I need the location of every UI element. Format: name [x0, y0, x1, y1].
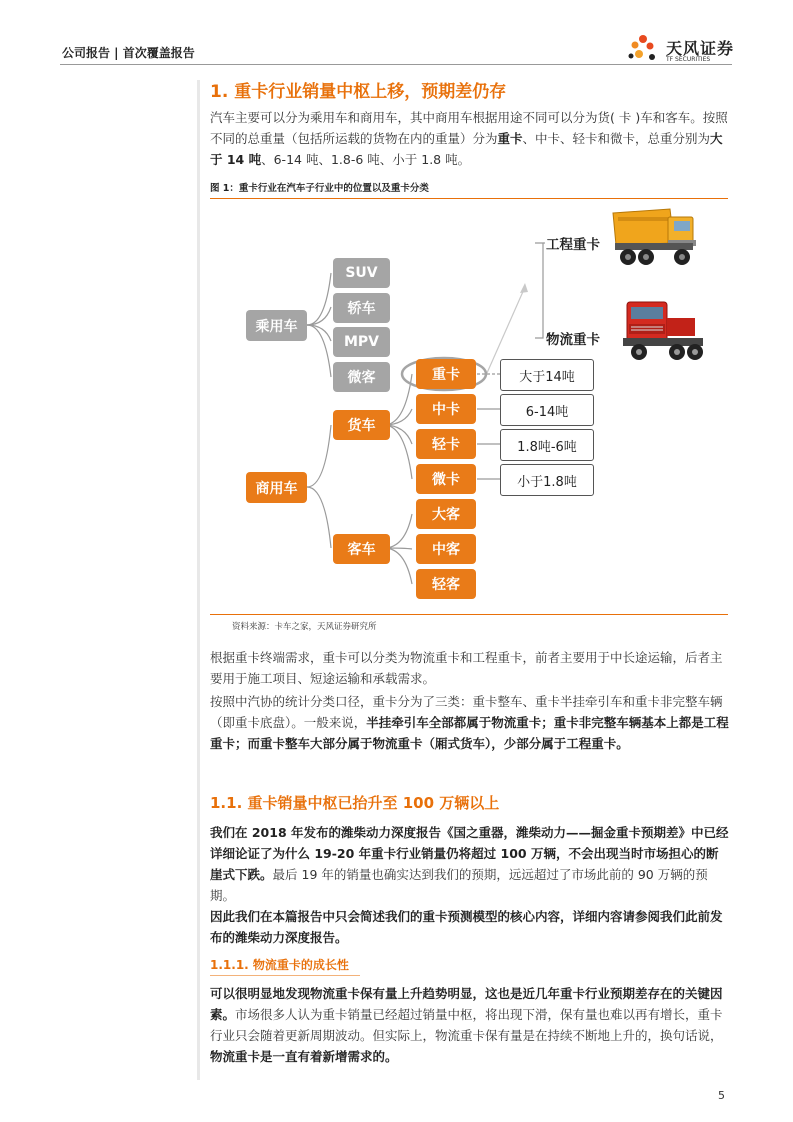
sub-subsection-title: 1.1.1. 物流重卡的成长性: [210, 958, 349, 972]
intro-paragraph: 汽车主要可以分为乘用车和商用车，其中商用车根据用途不同可以分为货( 卡 )车和客车。按照不同的总重量（包括所运载的货物在内的重量）分为重卡、中卡、轻卡和微卡，总重分别为大于 14 吨、6-14 吨、1.8-6 吨、小于 1.8 吨。: [210, 110, 728, 167]
logo-text-en: TF SECURITIES: [666, 56, 711, 63]
subsection-title: 1.1. 重卡销量中枢已抬升至 100 万辆以上: [210, 794, 500, 812]
demand-paragraph: 根据重卡终端需求，重卡可以分类为物流重卡和工程重卡，前者主要用于中长途运输，后者主要用于施工项目、短途运输和承载需求。: [210, 650, 723, 686]
mpv-node: MPV: [333, 327, 390, 357]
logistics-truck-label: 物流重卡: [546, 332, 600, 348]
commercial-vehicle-node: 商用车: [246, 472, 307, 503]
sedan-node: 轿车: [333, 293, 390, 323]
heavy-truck-node: 重卡: [416, 359, 476, 389]
logistics-growth-paragraph: 可以很明显地发现物流重卡保有量上升趋势明显，这也是近几年重卡行业预期差存在的关键因素。市场很多人认为重卡销量已经超过销量中枢，将出现下滑，保有量也难以再有增长，重卡行业只会随着更新周期波动。但实际上，物流重卡保有量是在持续不断地上升的，换句话说，物流重卡是一直有着新增需求的。: [210, 986, 723, 1064]
logo-text-cn: 天风证券: [666, 39, 735, 58]
page-number: 5: [718, 1089, 725, 1102]
truck-node: 货车: [333, 410, 390, 440]
weight-light: 1.8吨-6吨: [500, 429, 594, 461]
mini-truck-node: 微卡: [416, 464, 476, 494]
light-bus-node: 轻客: [416, 569, 476, 599]
report-type-header: 公司报告 | 首次覆盖报告: [62, 46, 195, 60]
weight-mini: 小于1.8吨: [500, 464, 594, 496]
figure-caption: 图 1：重卡行业在汽车子行业中的位置以及重卡分类: [210, 180, 728, 199]
passenger-car-node: 乘用车: [246, 310, 307, 341]
engineering-truck-label: 工程重卡: [546, 237, 600, 253]
section-title: 1. 重卡行业销量中枢上移，预期差仍存: [210, 82, 507, 102]
prior-report-paragraph: 我们在 2018 年发布的潍柴动力深度报告《国之重器，潍柴动力——掘金重卡预期差》中已经详细论证了为什么 19-20 年重卡行业销量仍将超过 100 万辆，不会出现当时市场担心的断崖式下跌。最后 19 年的销量也确实达到我们的预期，远远超过了市场此前的 90 万辆的预期。: [210, 825, 729, 903]
large-bus-node: 大客: [416, 499, 476, 529]
model-summary-paragraph: 因此我们在本篇报告中只会简述我们的重卡预测模型的核心内容，详细内容请参阅我们此前发布的潍柴动力深度报告。: [210, 909, 723, 945]
dump-truck-image: [610, 205, 700, 270]
bus-node: 客车: [333, 534, 390, 564]
weight-heavy: 大于14吨: [500, 359, 594, 391]
figure-bottom-rule: [210, 614, 728, 615]
tractor-truck-image: [615, 298, 710, 366]
mini-bus-node: 微客: [333, 362, 390, 392]
suv-node: SUV: [333, 258, 390, 288]
light-truck-node: 轻卡: [416, 429, 476, 459]
weight-medium: 6-14吨: [500, 394, 594, 426]
medium-truck-node: 中卡: [416, 394, 476, 424]
medium-bus-node: 中客: [416, 534, 476, 564]
figure-source: 资料来源：卡车之家，天风证券研究所: [232, 622, 377, 632]
classification-paragraph: 按照中汽协的统计分类口径，重卡分为了三类：重卡整车、重卡半挂牵引车和重卡非完整车辆（即重卡底盘）。一般来说，半挂牵引车全部都属于物流重卡；重卡非完整车辆基本上都是工程重卡；而重卡整车大部分属于物流重卡（厢式货车），少部分属于工程重卡。: [210, 694, 729, 751]
sub-subsection-underline: [210, 975, 360, 976]
